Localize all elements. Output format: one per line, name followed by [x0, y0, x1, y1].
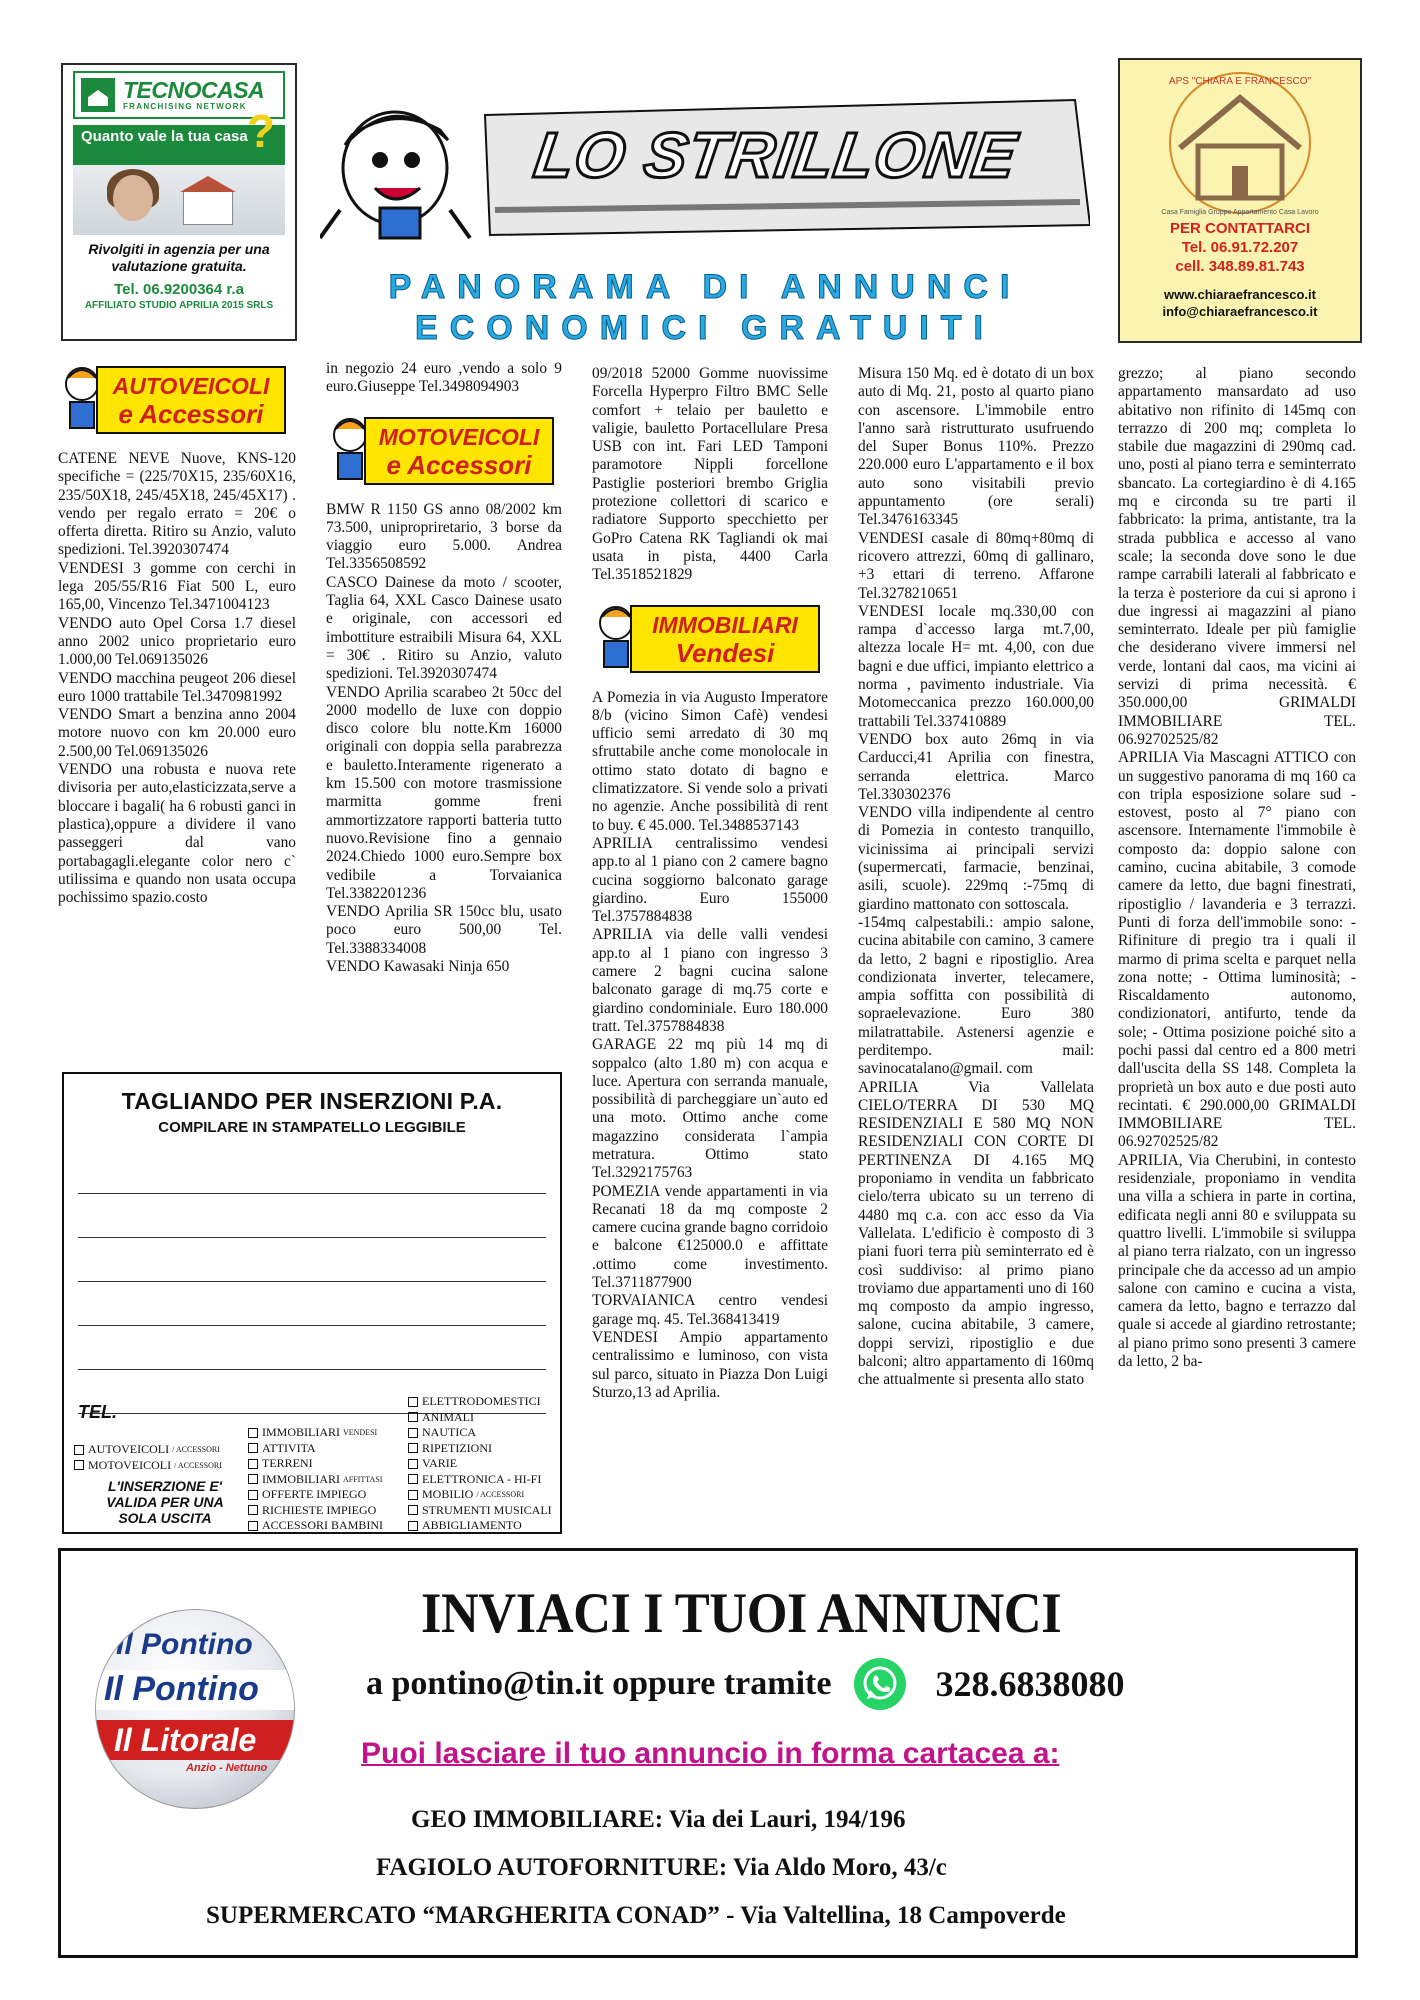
column-3 [592, 365, 828, 1402]
tecnocasa-photo [73, 165, 285, 235]
checkbox-icon[interactable] [248, 1459, 258, 1469]
footer-address-1: GEO IMMOBILIARE: Via dei Lauri, 194/196 [411, 1806, 906, 1833]
ad-item: VENDO auto Opel Corsa 1.7 diesel anno 2002 unico proprietario euro 1.000,00 Tel.069135026 [58, 614, 296, 669]
column-5 [1118, 365, 1356, 1371]
section-motoveicoli: MOTOVEICOLI e Accessori [326, 411, 562, 491]
footer-paper-text: Puoi lasciare il tuo annuncio in forma cartacea a: [361, 1737, 1060, 1770]
category-checkbox[interactable] [408, 1456, 552, 1472]
ad-item: VENDO Aprilia scarabeo 2t 50cc del 2000 modello de luxe con doppio disco colore blu notte.Km 16000 originali con doppia sella parabrezza e bauletto.Interamente rigenerato a km 15.500 con motore trasmissione marmitta gomme freni ammortizzatore rapporti batteria tutto nuovo.Revisione fino a gennaio 2024.Chiedo 1000 euro.Sempre box vedibile a Torvaianica Tel.3382201236 [326, 683, 562, 902]
coupon-title: TAGLIANDO PER INSERZIONI P.A. [121, 1088, 503, 1114]
category-label: ELETTRODOMESTICI [422, 1394, 541, 1408]
footer-email-link[interactable]: a pontino@tin.it oppure tramite [366, 1665, 832, 1702]
question-mark-icon: ? [246, 105, 275, 157]
ad-item: GARAGE 22 mq più 14 mq di soppalco (alto 1.80 m) con acqua e luce. Apertura con serranda manuale, possibilità di parcheggiare un`auto ed una moto. Ottimo anche come magazzino considerata l`ampia metratura. Ottimo stato Tel.3292175763 [592, 1036, 828, 1182]
checkbox-icon[interactable] [408, 1505, 418, 1515]
category-label: RICHIESTE IMPIEGO [262, 1502, 377, 1517]
ad-item: VENDESI casale di 80mq+80mq di ricovero attrezzi, 60mq di gallinaro, +3 ettari di terreno. Affarone Tel.3278210651 [858, 529, 1094, 602]
category-checkbox[interactable] [248, 1518, 383, 1534]
checkbox-icon[interactable] [74, 1445, 84, 1455]
contact-tel: Tel. 06.91.72.207 [1181, 239, 1299, 256]
whatsapp-icon [853, 1657, 907, 1711]
insertion-coupon [62, 1072, 562, 1534]
ad-item: APRILIA Via Vallelata CIELO/TERRA DI 530 MQ RESIDENZIALI E 580 MQ NON RESIDENZIALI CON CORTE DI PERTINENZA DI 4.165 MQ proponiamo in vendita un fabbricato cielo/terra ubicato su un terreno di 4480 mq c.a. con acc esso da Via Vallelata. L'edificio è composto di 3 piani fuori terra più seminterrato ed è così suddiviso: al primo piano troviamo due appartamenti uno di 160 mq composto da ampio ingresso, salone, cucina abitabile, 3 camere, doppi servizi, ripostiglio e due balconi; altro appartamento di 160mq che attualmente si presenta allo stato [858, 1078, 1094, 1389]
ad-item: VENDO villa indipendente al centro di Pomezia in contesto tranquillo, vicinissima ai principali servizi (supermercati, farmacie, benzinai, asili, scuole). 229mq :-75mq di giardino mattonato con sottoscala. [858, 804, 1094, 913]
pontino-logo: Il Pontino Il Pontino Il Litorale Anzio - Nettuno [95, 1609, 295, 1809]
ad-item: CATENE NEVE Nuove, KNS-120 specifiche = (225/70X15, 235/60X16, 235/50X18, 245/45X18, 245/45X17) . vendo per regalo errato = 20€ o offerta diretta. Ritiro su Anzio, valuto spedizioni. Tel.3920307474 [58, 450, 296, 559]
column-1 [58, 360, 296, 907]
category-checkbox[interactable] [408, 1472, 552, 1488]
category-label: ANIMALI [422, 1409, 474, 1424]
category-label: ACCESSORI BAMBINI [262, 1518, 384, 1532]
newspaper-title: LO STRILLONE [529, 119, 1022, 191]
ad-item: in negozio 24 euro ,vendo a solo 9 euro.Giuseppe Tel.3498094903 [326, 360, 562, 396]
coupon-write-lines[interactable] [78, 1150, 546, 1414]
category-sublabel: VENDESI [343, 1428, 378, 1437]
house-icon [81, 78, 115, 112]
category-label: AUTOVEICOLI [88, 1442, 170, 1456]
ad-item: VENDO macchina peugeot 206 diesel euro 1000 trattabile Tel.3470981992 [58, 669, 296, 705]
category-checkbox[interactable] [248, 1487, 383, 1503]
masthead [320, 80, 1090, 255]
ad-item: VENDO Smart a benzina anno 2004 motore nuovo con km 20.000 euro 2.500,00 Tel.069135026 [58, 706, 296, 760]
chiara-logo-sub: Casa Famiglia Gruppo Appartamento Casa Lavoro [1161, 209, 1319, 216]
ad-item: VENDO Aprilia SR 150cc blu, usato poco euro 500,00 Tel. Tel.3388334008 [326, 903, 562, 957]
ad-item: A Pomezia in via Augusto Imperatore 8/b (vicino Simon Cafè) vendesi ufficio semi arredato di 30 mq sfruttabile anche come monolocale in ottimo stato dotato di bagno e climatizzatore. Si vende solo a privati no agenzie. Anche possibilità di rent to buy. € 45.000. Tel.3488537143 [592, 688, 828, 834]
tecnocasa-ad[interactable] [61, 63, 297, 341]
newspaper-subtitle: PANORAMA DI ANNUNCI ECONOMICI GRATUITI [388, 268, 1022, 347]
checkbox-icon[interactable] [248, 1443, 258, 1453]
coupon-tel-label: TEL. [78, 1402, 117, 1422]
category-checkbox[interactable] [248, 1456, 383, 1472]
category-label: ABBIGLIAMENTO [422, 1518, 522, 1532]
checkbox-icon[interactable] [408, 1443, 418, 1453]
contact-title: PER CONTATTARCI [1170, 220, 1310, 237]
category-sublabel: / ACCESSORI [476, 1490, 525, 1499]
tecnocasa-name: TECNOCASA [123, 77, 265, 103]
tecnocasa-tel: Tel. 06.9200364 r.a [114, 281, 244, 298]
chiara-francesco-ad[interactable] [1118, 58, 1362, 343]
column-2 [326, 360, 562, 976]
category-label: ELETTRONICA - HI-FI [422, 1471, 542, 1486]
ad-item: VENDO Kawasaki Ninja 650 [326, 958, 510, 976]
chiara-logo-text: APS "CHIARA E FRANCESCO" [1168, 76, 1312, 87]
ad-item: POMEZIA vende appartamenti in via Recanati 18 da mq composte 2 camere cucina grande bagno corridoio e balcone €125000.0 e affittate .ottimo come investimento. Tel.3711877900 [592, 1182, 828, 1292]
category-checkbox[interactable] [408, 1487, 552, 1503]
coupon-note: L'INSERZIONE E' VALIDA PER UNA SOLA USCITA [106, 1478, 224, 1526]
ad-item: APRILIA via delle valli vendesi app.to al 1 piano con ingresso 3 camere 2 bagni cucina salone balconato garage di mq.75 corte e giardino condominiale. Euro 180.000 tratt. Tel.3757884838 [592, 926, 828, 1035]
checkbox-icon[interactable] [408, 1412, 418, 1422]
footer-box [58, 1548, 1358, 1958]
category-checkbox[interactable] [248, 1472, 383, 1488]
ad-item: grezzo; al piano secondo appartamento mansardato ad uso abitativo non rifinito di 145mq con terrazzo di 200 mq; completa lo stabile due magazzini di 290mq cad. uno, posti al piano terra e seminterrato sbancato. La cortegiardino è di 4.165 mq e circonda su tre parti il fabbricato: la prima, antistante, tra la strada pubblica e accesso al vano scale; la seconda dove sono le due rampe carrabili laterali al fabbricato e la terza è posteriore da cui si aprono i due ingressi ai magazzini al piano seminterrato. Ideale per più famiglie che desiderano vivere immersi nel verde, lontani dal caos, ma vicini ai servizi di prima necessità. € 350.000,00 GRIMALDI IMMOBILIARE TEL. 06.92702525/82 [1118, 365, 1356, 748]
ad-item: APRILIA centralissimo vendesi app.to al 1 piano con 2 camere bagno cucina soggiorno balconato garage giardino. Euro 155000 Tel.3757884838 [592, 834, 828, 926]
ad-item: APRILIA Via Mascagni ATTICO con un suggestivo panorama di mq 160 ca con tripla esposizione solare sud -estovest, posto al 7° piano con ascensore. Internamente l'immobile è composto da: doppio salone con camino, cucina abitabile, 3 comode camere da letto, due bagni finestrati, ripostiglio / lavanderia e 3 terrazzi. Punti di forza dell'immobile sono: - Rifiniture di pregio tra i quali il marmo di prima scelta e parquet nella zona notte; - Ottima luminosità; - Riscaldamento autonomo, condizionatori, antifurto, tende da sole; - Ottima posizione poiché sito a pochi passi dal centro ed a 800 metri dall'uscita della SS 148. Completa la proprietà un box auto e due posti auto recintati. € 290.000,00 GRIMALDI IMMOBILIARE TEL. 06.92702525/82 [1118, 749, 1356, 1151]
category-label: OFFERTE IMPIEGO [262, 1487, 367, 1501]
checkbox-icon[interactable] [248, 1428, 258, 1438]
ads-motoveicoli [326, 501, 562, 977]
category-label: MOBILIO [422, 1487, 474, 1501]
ad-item: 09/2018 52000 Gomme nuovissime Forcella Hyperpro Filtro BMC Selle comfort + telaio per bauletto e valigie, bauletto Portacellulare Presa USB con int. Fari LED Tamponi paramotore Nippli forcellone Pastiglie posteriori brembo Griglia protezione collettori di scarico e radiatore Supporto specchietto per GoPro Catena RK Tagliandi ok mai usata in pista, 4400 Carla Tel.3518521829 [592, 365, 828, 584]
ads-autoveicoli [58, 450, 296, 907]
coupon-categories-1 [74, 1442, 222, 1473]
ad-item: -154mq calpestabili.: ampio salone, cucina abitabile con camino, 3 camere da letto, 2 bagni e ripostiglio. Area condizionata inverter, telecamere, ampia soffitta con possibilità di sopraelevazione. Euro 380 milatrattabile. Astenersi agenzie e perditempo. mail: savinocatalano@gmail. com [858, 913, 1094, 1078]
category-label: IMMOBILIARI [262, 1425, 340, 1439]
footer-phone[interactable]: 328.6838080 [935, 1664, 1125, 1704]
category-checkbox[interactable] [408, 1410, 552, 1426]
section-autoveicoli: AUTOVEICOLI e Accessori [58, 360, 296, 440]
checkbox-icon[interactable] [408, 1474, 418, 1484]
ads-immobiliari-cont [858, 365, 1094, 1390]
checkbox-icon[interactable] [408, 1459, 418, 1469]
ad-item: CASCO Dainese da moto / scooter, Taglia 64, XXL Casco Dainese usato e originale, con accessori ed imbottiture estraibili Misura 64, XXL = 30€ . Ritiro su Anzio, valuto spedizioni. Tel.3920307474 [326, 573, 562, 683]
category-checkbox[interactable] [408, 1518, 552, 1534]
footer-address-3: SUPERMERCATO “MARGHERITA CONAD” - Via Valtellina, 18 Campoverde [206, 1902, 1066, 1929]
ad-item: VENDESI Ampio appartamento centralissimo e luminoso, con vista sul parco, situato in Piazza Don Luigi Sturzo,13 ad Aprilia. [592, 1328, 828, 1401]
checkbox-icon[interactable] [248, 1474, 258, 1484]
contact-website-link[interactable]: www.chiaraefrancesco.it [1164, 287, 1316, 302]
category-label: STRUMENTI MUSICALI [422, 1502, 552, 1517]
ads-motoveicoli-cont [592, 365, 828, 585]
checkbox-icon[interactable] [408, 1521, 418, 1531]
category-checkbox[interactable] [408, 1425, 552, 1441]
coupon-subtitle: COMPILARE IN STAMPATELLO LEGGIBILE [158, 1119, 466, 1136]
ad-item: VENDO box auto 26mq in via Carducci,41 Aprilia con finestra, serranda elettrica. Marco Tel.330302376 [858, 730, 1094, 803]
ad-item: BMW R 1150 GS anno 08/2002 km 73.500, unipropriretario, 3 borse da viaggio euro 5.000. Andrea Tel.3356508592 [326, 500, 562, 573]
category-checkbox[interactable] [74, 1458, 222, 1474]
category-sublabel: / ACCESSORI [174, 1460, 222, 1470]
category-label: ATTIVITA [262, 1440, 316, 1455]
ads-immobiliari-cont-2 [1118, 365, 1356, 1371]
category-label: IMMOBILIARI [262, 1471, 340, 1486]
category-checkbox[interactable] [248, 1425, 383, 1441]
category-sublabel: / ACCESSORI [172, 1445, 220, 1454]
contact-cell: cell. 348.89.81.743 [1175, 258, 1305, 275]
category-label: TERRENI [262, 1456, 313, 1470]
column-4 [858, 365, 1094, 1390]
checkbox-icon[interactable] [408, 1428, 418, 1438]
checkbox-icon[interactable] [248, 1490, 258, 1500]
checkbox-icon[interactable] [408, 1397, 418, 1407]
category-checkbox[interactable] [408, 1503, 552, 1519]
checkbox-icon[interactable] [408, 1490, 418, 1500]
category-checkbox[interactable] [248, 1503, 383, 1519]
coupon-categories-2 [248, 1425, 383, 1534]
footer-address-2: FAGIOLO AUTOFORNITURE: Via Aldo Moro, 43/c [376, 1854, 947, 1881]
category-checkbox[interactable] [74, 1442, 222, 1458]
coupon-categories-3 [408, 1394, 552, 1534]
ad-item: APRILIA, Via Cherubini, in contesto residenziale, proponiamo in vendita una villa a schiera in parte in cortina, edificata negli anni 80 e sviluppata su quattro livelli. L'immobile si sviluppa al piano terra rialzato, con un ingresso principale che da accesso ad un ampio salone con camino e cucina a vista, camera da letto, bagno e terrazzo dal quale si accede al giardino retrostante; al piano primo sono presenti 3 camere da letto, 2 ba- [1118, 1151, 1356, 1371]
checkbox-icon[interactable] [74, 1460, 84, 1470]
tecnocasa-affiliate: AFFILIATO STUDIO APRILIA 2015 SRLS [84, 300, 274, 311]
ad-item: TORVAIANICA centro vendesi garage mq. 45. Tel.368413419 [592, 1292, 828, 1328]
ad-item: VENDESI 3 gomme con cerchi in lega 205/55/R16 Fiat 500 L, euro 165,00, Vincenzo Tel.3471004123 [58, 559, 296, 614]
footer-contact-line [366, 1657, 1124, 1711]
footer-headline: INVIACI I TUOI ANNUNCI [421, 1582, 1062, 1645]
contact-email-link[interactable]: info@chiaraefrancesco.it [1162, 304, 1318, 319]
category-checkbox[interactable] [248, 1441, 383, 1457]
tecnocasa-question: Quanto vale la tua casa ? [73, 125, 285, 165]
category-label: NAUTICA [422, 1425, 476, 1439]
ad-item: VENDESI locale mq.330,00 con rampa d`accesso larga mt.7,00, altezza locale H= mt. 4,00, con due bagni e due uffici, impianto elettrico a norma , pavimento industriale. Via Motomeccanica prezzo 160.000,00 trattabili Tel.337410889 [858, 602, 1094, 730]
tecnocasa-network: FRANCHISING NETWORK [123, 102, 247, 111]
section-immobiliari: IMMOBILIARI Vendesi [592, 599, 828, 679]
category-label: RIPETIZIONI [422, 1440, 492, 1455]
ads-immobiliari [592, 689, 828, 1403]
category-label: VARIE [422, 1456, 458, 1470]
category-label: MOTOVEICOLI [88, 1457, 172, 1472]
tecnocasa-cta: Rivolgiti in agenzia per una valutazione gratuita. [88, 241, 270, 274]
category-sublabel: AFFITTASI [343, 1474, 383, 1484]
checkbox-icon[interactable] [248, 1505, 258, 1515]
category-checkbox[interactable] [408, 1394, 552, 1410]
checkbox-icon[interactable] [248, 1521, 258, 1531]
ad-item: Misura 150 Mq. ed è dotato di un box auto di Mq. 21, posto al quarto piano con ascensore. L'immobile entro l'anno sarà ristrutturato usufruendo del Super Bonus 110%. Prezzo 220.000 euro L'appartamento e il box auto sono visitabili previo appuntamento (ore serali) Tel.3476163345 [858, 365, 1094, 529]
ads-autoveicoli-cont [326, 360, 562, 397]
ad-item: VENDO una robusta e nuova rete divisoria per auto,elasticizzata,serve a bloccare i bagali( ha 6 robusti ganci in plastica),oppure a dividere il vano passeggeri dal vano portabagagli.elegante color nero c` utilissima e quando non usata occupa pochissimo spazio.costo [58, 761, 296, 907]
house-logo-icon [1140, 68, 1340, 218]
category-checkbox[interactable] [408, 1441, 552, 1457]
